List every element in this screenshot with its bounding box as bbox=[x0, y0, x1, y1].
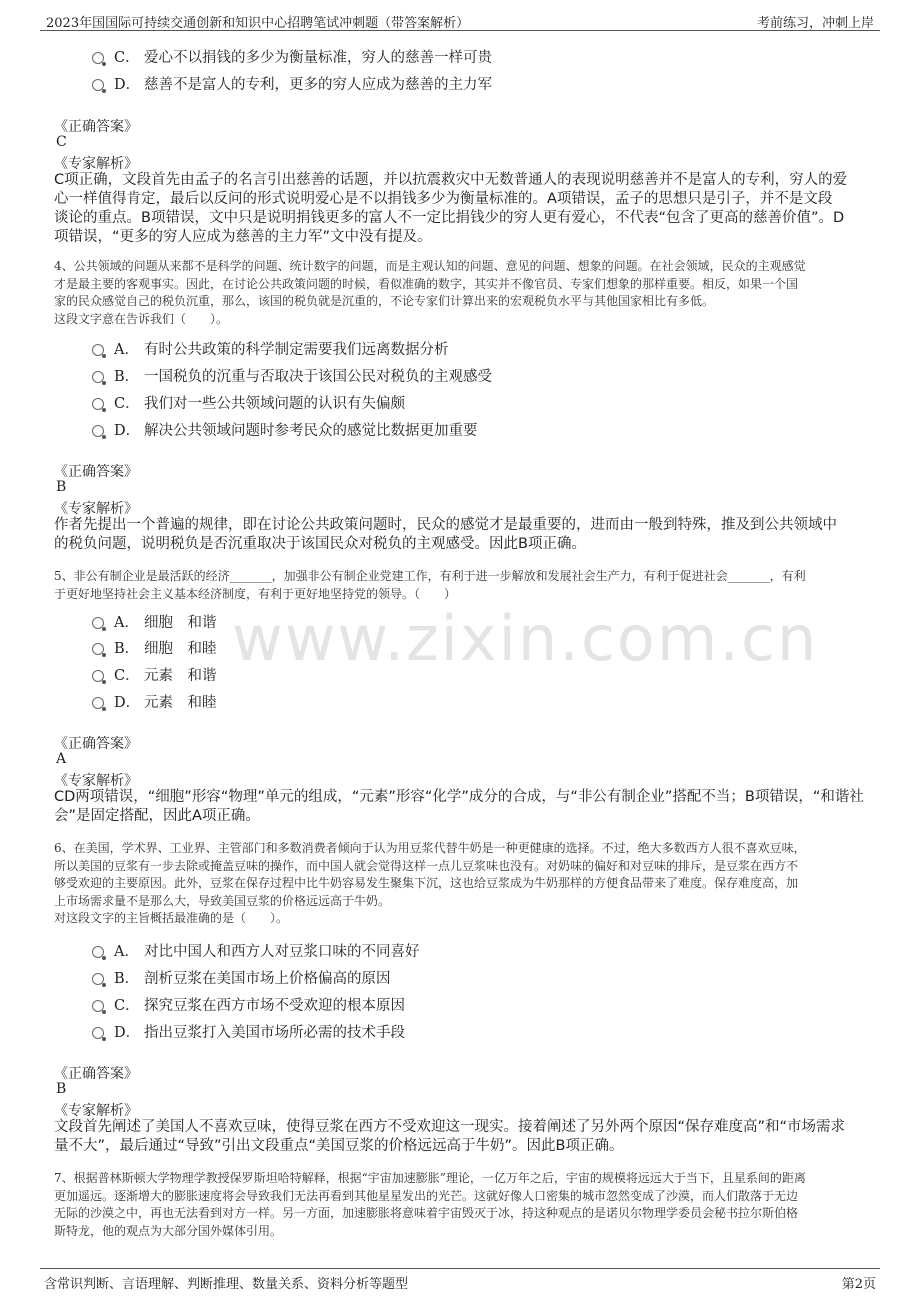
answer-label: 《正确答案》 bbox=[54, 119, 138, 135]
q7-stem: 7、根据普林斯顿大学物理学教授保罗斯坦哈特解释，根据“宇宙加速膨胀”理论，一亿万年之后，宇宙的规模将远远大于当下，且星系间的距离 更加遥远。逐渐增大的膨胀速度将会导致我们无法再看到其他星星发出的光芒。这就好像人口密集的城市忽然变成了沙漠，而人们散落于无边 无际的沙漠之中，再也无法看到对方一样。另一方面，加速膨胀将意味着宇宙毁灭于冰，持这种观点的是诺贝尔物理学委员会秘书拉尔斯伯格 斯特龙，他的观点为大部分国外媒体引用。 bbox=[54, 1171, 806, 1238]
header-slogan: 考前练习，冲刺上岸 bbox=[756, 16, 874, 31]
page-header bbox=[40, 0, 880, 31]
q6-answer: B bbox=[56, 1081, 67, 1097]
q4-stem: 4、公共领域的问题从来都不是科学的问题、统计数字的问题，而是主观认知的问题、意见的问题、想象的问题。在社会领域，民众的主观感觉 才是最主要的客观事实。因此，在讨论公共政策问题的时候，看似准确的数字，其实并不像官员、专家们想象的那样重要。相反，如果一个国 家的民众感觉自己的税负沉重，那么，该国的税负就是沉重的，不论专家们计算出来的宏观税负水平与其他国家相比有多低。 这段文字意在告诉我们（ ）。 bbox=[54, 259, 806, 326]
q5-analysis: CD两项错误，“细胞”形容“物理”单元的组成，“元素”形容“化学”成分的合成，与“非公有制企业”搭配不当；B项错误，“和谐社 会”是固定搭配，因此A项正确。 bbox=[54, 789, 864, 824]
radio-icon[interactable] bbox=[92, 344, 104, 356]
radio-icon[interactable] bbox=[92, 973, 104, 985]
radio-icon[interactable] bbox=[92, 371, 104, 383]
radio-icon[interactable] bbox=[92, 1027, 104, 1039]
radio-icon[interactable] bbox=[92, 643, 104, 655]
analysis-label: 《专家解析》 bbox=[54, 501, 138, 517]
analysis-label: 《专家解析》 bbox=[54, 773, 138, 789]
q3-analysis: C项正确，文段首先由孟子的名言引出慈善的话题，并以抗震救灾中无数普通人的表现说明慈善并不是富人的专利，穷人的爱 心一样值得肯定，最后以反问的形式说明爱心是不以捐钱多少为衡量标准的。A项错误，孟子的思想只是引子，并不是文段 谈论的重点。B项错误，文中只是说明捐钱更多的富人不一定比捐钱少的穷人更有爱心，不代表“包含了更高的慈善价值”。D 项错误，“更多的穷人应成为慈善的主力军”文中没有提及。 bbox=[54, 172, 848, 245]
q5-stem: 5、非公有制企业是最活跃的经济_______，加强非公有制企业党建工作，有利于进一步解放和发展社会生产力，有利于促进社会_______，有利 于更好地坚持社会主义基本经济制度，有利于更好地坚持党的领导。（ ） bbox=[54, 569, 806, 601]
radio-icon[interactable] bbox=[92, 617, 104, 629]
radio-icon[interactable] bbox=[92, 1000, 104, 1012]
radio-icon[interactable] bbox=[92, 79, 104, 91]
q3-answer: C bbox=[56, 134, 67, 150]
radio-icon[interactable] bbox=[92, 697, 104, 709]
analysis-label: 《专家解析》 bbox=[54, 156, 138, 172]
q4-analysis: 作者先提出一个普遍的规律，即在讨论公共政策问题时，民众的感觉才是最重要的，进而由一般到特殊，推及到公共领域中 的税负问题，说明税负是否沉重取决于该国民众对税负的主观感受。因此B项正确。 bbox=[54, 517, 837, 552]
watermark: www.zixin.com.cn bbox=[232, 602, 819, 675]
answer-label: 《正确答案》 bbox=[54, 1066, 138, 1082]
radio-icon[interactable] bbox=[92, 398, 104, 410]
q6-analysis: 文段首先阐述了美国人不喜欢豆味，使得豆浆在西方不受欢迎这一现实。接着阐述了另外两个原因“保存难度高”和“市场需求 量不大”，最后通过“导致”引出文段重点“美国豆浆的价格远远高于牛奶”。因此B项正确。 bbox=[54, 1119, 846, 1154]
radio-icon[interactable] bbox=[92, 946, 104, 958]
radio-icon[interactable] bbox=[92, 670, 104, 682]
page-footer bbox=[40, 1268, 880, 1297]
answer-label: 《正确答案》 bbox=[54, 736, 138, 752]
page-number: 第2页 bbox=[841, 1277, 876, 1292]
answer-label: 《正确答案》 bbox=[54, 464, 138, 480]
document-title: 2023年国国际可持续交通创新和知识中心招聘笔试冲刺题（带答案解析） bbox=[46, 16, 470, 31]
footer-description: 含常识判断、言语理解、判断推理、数量关系、资料分析等题型 bbox=[44, 1277, 409, 1292]
radio-icon[interactable] bbox=[92, 52, 104, 64]
radio-icon[interactable] bbox=[92, 425, 104, 437]
analysis-label: 《专家解析》 bbox=[54, 1103, 138, 1119]
q4-answer: B bbox=[56, 479, 67, 495]
q6-stem: 6、在美国，学术界、工业界、主管部门和多数消费者倾向于认为用豆浆代替牛奶是一种更健康的选择。不过，绝大多数西方人很不喜欢豆味， 所以美国的豆浆有一步去除或掩盖豆味的操作，而中国人就会觉得这样一点儿豆浆味也没有。对奶味的偏好和对豆味的排斥，是豆浆在西方不 够受欢迎的主要原因。此外，豆浆在保存过程中比牛奶容易发生聚集下沉，这也给豆浆成为牛奶那样的方便食品带来了难度。保存难度高，加 上市场需求量不是那么大，导致美国豆浆的价格远远高于牛奶。 对这段文字的主旨概括最准确的是（ ）。 bbox=[54, 841, 806, 925]
q5-answer: A bbox=[56, 751, 67, 767]
